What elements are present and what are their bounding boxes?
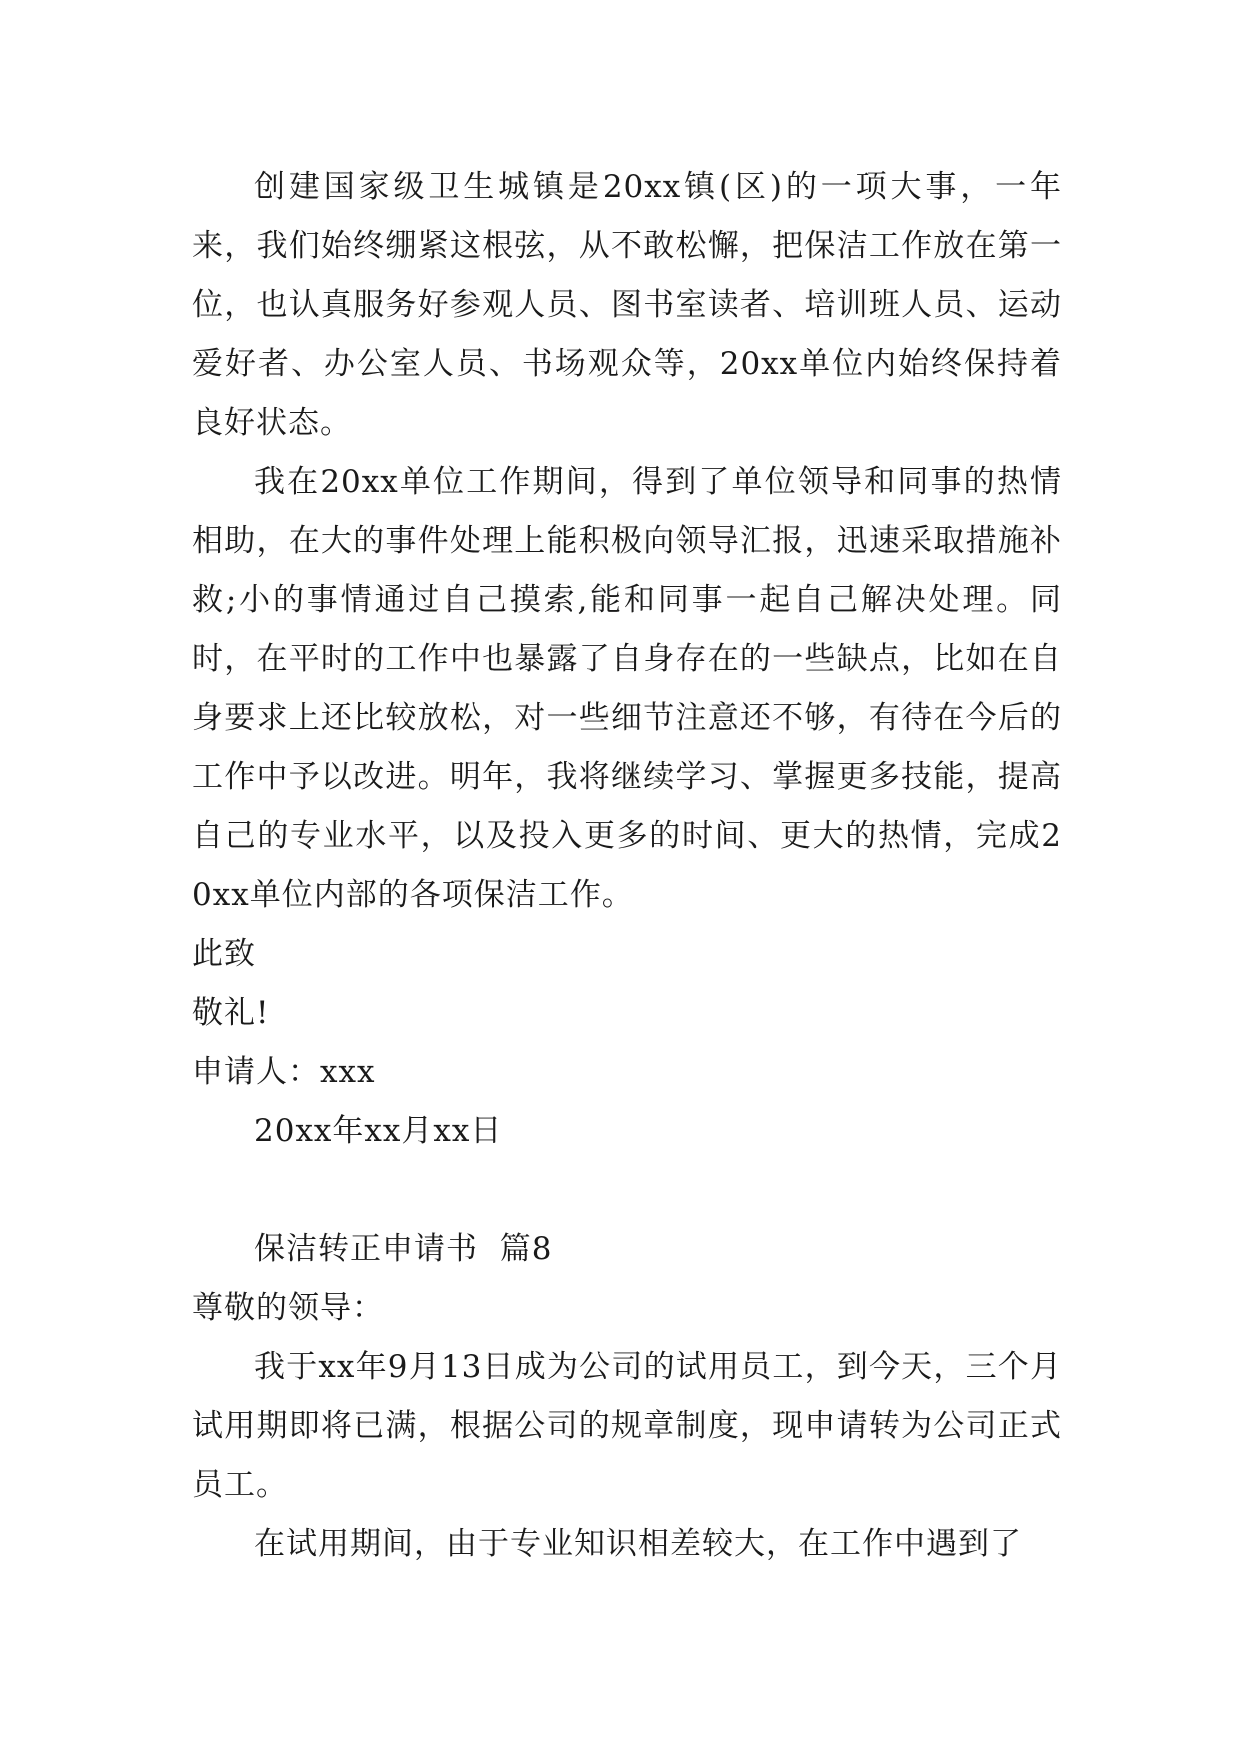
closing-line-2: 敬礼! — [192, 995, 270, 1031]
closing-line-1: 此致 — [192, 936, 256, 972]
document-page — [192, 158, 1062, 1574]
paragraph-work-review: 我在20xx单位工作期间，得到了单位领导和同事的热情相助，在大的事件处理上能积极向领导汇报，迅速采取措施补救;小的事情通过自己摸索,能和同事一起自己解决处理。同时，在平时的工作中也暴露了自身存在的一些缺点，比如在自身要求上还比较放松，对一些细节注意还不够，有待在今后的工作中予以改进。明年，我将继续学习、掌握更多技能，提高自己的专业水平，以及投入更多的时间、更大的热情，完成20xx单位内部的各项保洁工作。 — [192, 464, 1062, 913]
section-title: 保洁转正申请书 篇8 — [254, 1231, 553, 1267]
paragraph-sanitation-city: 创建国家级卫生城镇是20xx镇(区)的一项大事，一年来，我们始终绷紧这根弦，从不敢松懈，把保洁工作放在第一位，也认真服务好参观人员、图书室读者、培训班人员、运动爱好者、办公室人员、书场观众等，20xx单位内始终保持着良好状态。 — [192, 169, 1062, 441]
paragraph-probation-experience: 在试用期间，由于专业知识相差较大，在工作中遇到了 — [254, 1526, 1022, 1562]
salutation: 尊敬的领导： — [192, 1290, 384, 1326]
date-line: 20xx年xx月xx日 — [254, 1113, 503, 1149]
section-gap — [192, 1161, 1062, 1220]
paragraph-probation-request: 我于xx年9月13日成为公司的试用员工，到今天，三个月试用期即将已满，根据公司的规章制度，现申请转为公司正式员工。 — [192, 1349, 1062, 1503]
applicant-signature: 申请人：xxx — [192, 1054, 376, 1090]
